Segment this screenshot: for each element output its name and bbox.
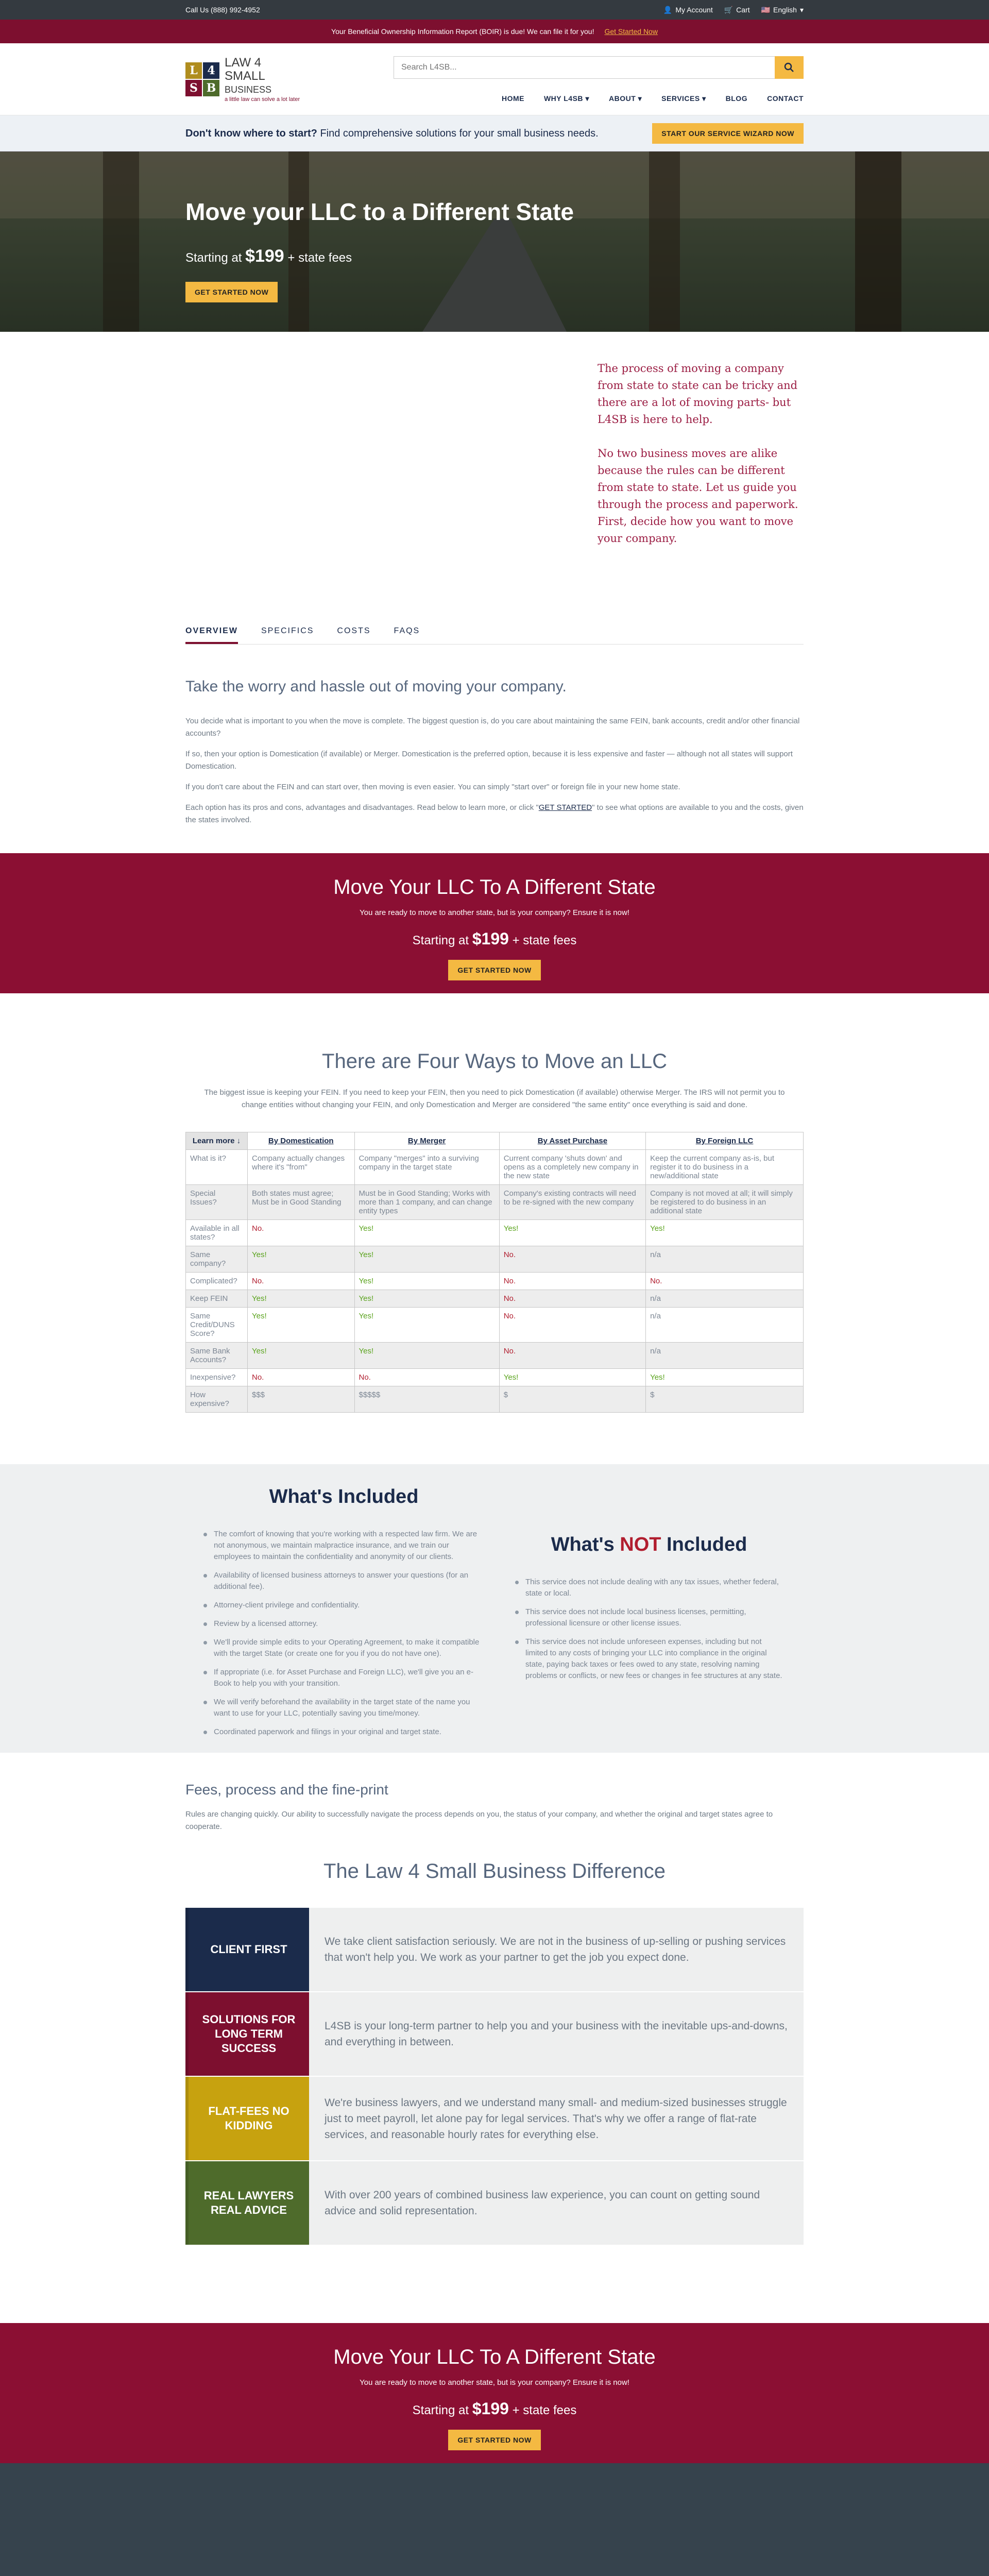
- four-ways-section: [185, 1050, 804, 1413]
- logo-4: 4: [203, 62, 219, 79]
- table-cell: n/a: [646, 1308, 804, 1343]
- four-ways-title: There are Four Ways to Move an LLC: [322, 1050, 667, 1073]
- logo-tagline: a little law can solve a lot later: [225, 96, 300, 103]
- table-row: [186, 1343, 804, 1369]
- logo-line1: LAW 4: [225, 56, 262, 70]
- row-label: Special Issues?: [186, 1185, 248, 1220]
- nav-services-label: SERVICES: [661, 94, 700, 103]
- table-cell: Both states must agree; Must be in Good Standing: [248, 1185, 355, 1220]
- overview-p4: [185, 802, 804, 826]
- cta2-get-started-button[interactable]: GET STARTED NOW: [448, 2430, 540, 2450]
- table-cell: No.: [499, 1246, 645, 1273]
- wizard-text: [185, 128, 599, 140]
- list-item: This service does not include dealing with any tax issues, whether federal, state or local.: [515, 1577, 783, 1599]
- table-cell: n/a: [646, 1246, 804, 1273]
- cta2-starting: Starting at: [412, 2403, 469, 2417]
- main-nav: [502, 94, 804, 103]
- table-cell: Current company 'shuts down' and opens as a completely new company in the new state: [499, 1150, 645, 1185]
- difference-title: The Law 4 Small Business Difference: [323, 1860, 666, 1883]
- list-item: Review by a licensed attorney.: [203, 1618, 484, 1630]
- table-cell: No.: [499, 1290, 645, 1308]
- cta-subtitle: You are ready to move to another state, but is your company? Ensure it is now!: [360, 908, 629, 917]
- not-included-title: [515, 1534, 783, 1556]
- table-cell: Yes!: [354, 1343, 499, 1369]
- list-item: Availability of licensed business attorneys to answer your questions (for an additional fee).: [203, 1570, 484, 1592]
- cta-price: [0, 929, 989, 948]
- overview-title: Take the worry and hassle out of moving your company.: [185, 678, 567, 695]
- spacer-band: [0, 2463, 989, 2576]
- table-cell: Company "merges" into a surviving company in the target state: [354, 1150, 499, 1185]
- col-domestication[interactable]: By Domestication: [248, 1132, 355, 1150]
- intro-section: [185, 332, 804, 615]
- wizard-button[interactable]: START OUR SERVICE WIZARD NOW: [652, 123, 804, 144]
- nav-home[interactable]: HOME: [501, 94, 524, 103]
- table-cell: No.: [354, 1369, 499, 1386]
- cta2-price: [0, 2399, 989, 2418]
- cta2-price-value: $199: [472, 2399, 509, 2418]
- overview-get-started-link[interactable]: GET STARTED: [538, 803, 592, 812]
- table-cell: Yes!: [248, 1343, 355, 1369]
- notice-link[interactable]: Get Started Now: [604, 27, 658, 36]
- row-label: Available in all states?: [186, 1220, 248, 1246]
- table-cell: Yes!: [354, 1246, 499, 1273]
- logo-l: L: [185, 62, 202, 79]
- table-row: [186, 1290, 804, 1308]
- chevron-down-icon: ▾: [585, 94, 589, 103]
- learn-more-header[interactable]: Learn more ↓: [186, 1132, 248, 1150]
- search-button[interactable]: [775, 56, 804, 79]
- intro-p2: No two business moves are alike because the rules can be different from state to state. Let us guide you through the process and paperwork. First, decide how you want to move your company.: [598, 447, 798, 545]
- wizard-desc: Find comprehensive solutions for your small business needs.: [317, 127, 599, 139]
- table-row: [186, 1273, 804, 1290]
- fees-title: Fees, process and the fine-print: [185, 1782, 388, 1798]
- row-label: Same Bank Accounts?: [186, 1343, 248, 1369]
- cta-title: Move Your LLC To A Different State: [333, 876, 656, 899]
- logo-mark: [185, 62, 219, 96]
- hero-get-started-button[interactable]: GET STARTED NOW: [185, 282, 278, 302]
- nav-why-l4sb[interactable]: [544, 94, 589, 103]
- cta-price-value: $199: [472, 929, 509, 948]
- col-foreign-llc[interactable]: By Foreign LLC: [646, 1132, 804, 1150]
- fees-text: Rules are changing quickly. Our ability to successfully navigate the process depends on you, the status of your company, and whether the original and target states agree to cooperate.: [185, 1810, 773, 1831]
- table-cell: Company is not moved at all; it will simply be registered to do business in an additional state: [646, 1185, 804, 1220]
- tab-faqs[interactable]: FAQS: [394, 626, 420, 635]
- four-ways-desc: The biggest issue is keeping your FEIN. If you need to keep your FEIN, then you need to pick Domestication (if available) otherwise Merger. The IRS will not permit you to change entities without changing your FEIN, and only Domestication and Merger are considered "the same entity" once everything is said and done.: [204, 1088, 785, 1109]
- list-item: The comfort of knowing that you're working with a respected law firm. We are not anonymous, we maintain malpractice insurance, and we train our employees to maintain the confidentiality and anonymity of our clients.: [203, 1529, 484, 1563]
- site-header: [0, 43, 989, 115]
- notice-text: Your Beneficial Ownership Information Report (BOIR) is due! We can file it for you!: [331, 27, 594, 36]
- table-cell: Yes!: [354, 1290, 499, 1308]
- intro-quote: [598, 360, 804, 564]
- logo-text: [225, 56, 300, 103]
- cta-get-started-button[interactable]: GET STARTED NOW: [448, 960, 540, 980]
- cta-fees: + state fees: [512, 934, 577, 947]
- row-label: Inexpensive?: [186, 1369, 248, 1386]
- comparison-table: [185, 1132, 804, 1413]
- cta-banner: [0, 853, 989, 993]
- table-cell: Yes!: [646, 1220, 804, 1246]
- table-row: [186, 1150, 804, 1185]
- difference-row: [185, 2161, 804, 2245]
- table-cell: No.: [248, 1220, 355, 1246]
- logo-line2: SMALL: [225, 69, 265, 83]
- not-included-title-a: What's: [551, 1534, 620, 1555]
- table-cell: Yes!: [499, 1220, 645, 1246]
- service-wizard-bar: [0, 115, 989, 151]
- difference-text: With over 200 years of combined business law experience, you can count on getting sound advice and solid representation.: [309, 2161, 804, 2245]
- logo-line3: BUSINESS: [225, 84, 272, 95]
- table-cell: Yes!: [248, 1308, 355, 1343]
- table-cell: Company actually changes where it's "from": [248, 1150, 355, 1185]
- table-cell: n/a: [646, 1290, 804, 1308]
- row-label: What is it?: [186, 1150, 248, 1185]
- list-item: We'll provide simple edits to your Operating Agreement, to make it compatible with the target State (or create one for you if you do not have one).: [203, 1637, 484, 1659]
- fees-section: [185, 1753, 804, 1833]
- cta2-subtitle: You are ready to move to another state, but is your company? Ensure it is now!: [360, 2378, 629, 2387]
- hero-price: [185, 246, 804, 266]
- flag-us-icon: 🇺🇸: [761, 5, 771, 14]
- table-cell: No.: [248, 1369, 355, 1386]
- table-cell: No.: [248, 1273, 355, 1290]
- tab-costs[interactable]: COSTS: [337, 626, 371, 635]
- list-item: This service does not include local business licenses, permitting, professional licensure or other license issues.: [515, 1606, 783, 1629]
- nav-contact[interactable]: CONTACT: [767, 94, 804, 103]
- difference-text: We're business lawyers, and we understand many small- and medium-sized businesses struggle just to meet payroll, let alone pay for legal services. That's why we offer a range of flat-rate services, and reasonable hourly rates for everything else.: [309, 2077, 804, 2160]
- nav-why-label: WHY L4SB: [543, 94, 584, 103]
- difference-row: [185, 1908, 804, 1991]
- overview-p2: If so, then your option is Domestication (if available) or Merger. Domestication is the preferred option, because it is less expensive and faster — although not all states will support Domestication.: [185, 750, 793, 771]
- row-label: Keep FEIN: [186, 1290, 248, 1308]
- hero-price-value: $199: [245, 246, 284, 266]
- cta2-title: Move Your LLC To A Different State: [333, 2346, 656, 2368]
- hero-fees: + state fees: [287, 251, 352, 265]
- table-cell: Yes!: [354, 1308, 499, 1343]
- table-cell: Must be in Good Standing; Works with more than 1 company, and can change entity types: [354, 1185, 499, 1220]
- list-item: If appropriate (i.e. for Asset Purchase and Foreign LLC), we'll give you an e-Book to help you with your transition.: [203, 1667, 484, 1689]
- list-item: This service does not include unforeseen expenses, including but not limited to any costs of bringing your LLC into compliance in the original state, paying back taxes or fees owed to any state, resolving naming problems or conflicts, or new fees or changes in fee structures at any state.: [515, 1636, 783, 1682]
- row-label: Same Credit/DUNS Score?: [186, 1308, 248, 1343]
- list-item: Attorney-client privilege and confidentiality.: [203, 1600, 484, 1611]
- language-selector[interactable]: 🇺🇸 English ▾: [761, 5, 804, 14]
- row-label: How expensive?: [186, 1386, 248, 1413]
- not-included-title-c: Included: [661, 1534, 747, 1555]
- cta-banner-bottom: [0, 2323, 989, 2463]
- user-icon: 👤: [663, 5, 673, 14]
- content-tabs: [185, 626, 804, 645]
- table-row: [186, 1185, 804, 1220]
- cart-link[interactable]: 🛒 Cart: [724, 5, 750, 14]
- table-cell: Company's existing contracts will need to be re-signed with the new company: [499, 1185, 645, 1220]
- hero-starting: Starting at: [185, 251, 242, 265]
- search-input[interactable]: [394, 56, 775, 79]
- not-included-list: [515, 1577, 783, 1682]
- table-cell: No.: [499, 1343, 645, 1369]
- table-cell: $$$: [248, 1386, 355, 1413]
- nav-about[interactable]: [609, 94, 642, 103]
- difference-text: We take client satisfaction seriously. We are not in the business of up-selling or pushing services that won't help you. We work as your partner to get the job you expect done.: [309, 1908, 804, 1991]
- difference-label: CLIENT FIRST: [185, 1908, 309, 1991]
- chevron-down-icon: ▾: [702, 94, 706, 103]
- top-bar: [0, 0, 989, 20]
- list-item: Coordinated paperwork and filings in your original and target state.: [203, 1726, 484, 1738]
- difference-text: L4SB is your long-term partner to help you and your business with the inevitable ups-and-downs, and everything in between.: [309, 1992, 804, 2076]
- cart-icon: 🛒: [724, 5, 734, 14]
- table-cell: Yes!: [354, 1220, 499, 1246]
- search-bar: [394, 56, 804, 79]
- overview-section: [185, 678, 804, 853]
- my-account-link[interactable]: 👤 My Account: [663, 5, 713, 14]
- table-cell: No.: [499, 1273, 645, 1290]
- wizard-bold: Don't know where to start?: [185, 127, 317, 139]
- boir-notice: [0, 20, 989, 43]
- cta2-fees: + state fees: [512, 2403, 577, 2417]
- table-cell: Yes!: [354, 1273, 499, 1290]
- table-cell: Keep the current company as-is, but register it to do business in a new/additional state: [646, 1150, 804, 1185]
- cta-starting: Starting at: [412, 934, 469, 947]
- list-item: We will verify beforehand the availability in the target state of the name you want to use for your LLC, potentially saving you time/money.: [203, 1697, 484, 1719]
- search-icon: [784, 62, 794, 73]
- col-asset-purchase[interactable]: By Asset Purchase: [499, 1132, 645, 1150]
- included-section: [0, 1464, 989, 1753]
- logo-s: S: [185, 80, 202, 96]
- tab-specifics[interactable]: SPECIFICS: [261, 626, 314, 635]
- logo[interactable]: [185, 56, 300, 103]
- not-included-title-b: NOT: [620, 1534, 661, 1555]
- difference-label: REAL LAWYERS REAL ADVICE: [185, 2161, 309, 2245]
- table-row: [186, 1220, 804, 1246]
- difference-label: FLAT-FEES NO KIDDING: [185, 2077, 309, 2160]
- table-row: [186, 1369, 804, 1386]
- difference-section: [185, 1860, 804, 2245]
- difference-label: SOLUTIONS FOR LONG TERM SUCCESS: [185, 1992, 309, 2076]
- table-cell: Yes!: [248, 1246, 355, 1273]
- table-row: [186, 1386, 804, 1413]
- hero-title: Move your LLC to a Different State: [185, 198, 574, 225]
- tab-overview[interactable]: OVERVIEW: [185, 626, 238, 644]
- overview-p4a: Each option has its pros and cons, advantages and disadvantages. Read below to learn more, or click ": [185, 803, 539, 812]
- nav-about-label: ABOUT: [608, 94, 636, 103]
- table-cell: $: [499, 1386, 645, 1413]
- table-cell: $$$$$: [354, 1386, 499, 1413]
- table-cell: Yes!: [646, 1369, 804, 1386]
- nav-blog[interactable]: BLOG: [725, 94, 748, 103]
- overview-p3: If you don't care about the FEIN and can start over, then moving is even easier. You can simply "start over" or foreign file in your new home state.: [185, 783, 680, 791]
- row-label: Complicated?: [186, 1273, 248, 1290]
- row-label: Same company?: [186, 1246, 248, 1273]
- overview-p4b: " to see what options are available to you and the costs, given the states involved.: [185, 803, 804, 824]
- table-cell: No.: [646, 1273, 804, 1290]
- included-list: [203, 1529, 484, 1738]
- tabs-wrap: [185, 615, 804, 678]
- difference-row: [185, 2077, 804, 2160]
- table-row: [186, 1308, 804, 1343]
- included-title: What's Included: [269, 1486, 419, 1507]
- overview-p1: You decide what is important to you when the move is complete. The biggest question is, do you care about maintaining the same FEIN, bank accounts, credit and/or other financial accounts?: [185, 717, 800, 738]
- table-cell: $: [646, 1386, 804, 1413]
- nav-services[interactable]: [661, 94, 706, 103]
- chevron-down-icon: ▾: [799, 5, 804, 14]
- chevron-down-icon: ▾: [638, 94, 642, 103]
- table-cell: n/a: [646, 1343, 804, 1369]
- difference-row: [185, 1992, 804, 2076]
- logo-b: B: [203, 80, 219, 96]
- intro-p1: The process of moving a company from state to state can be tricky and there are a lot of moving parts- but L4SB is here to help.: [598, 362, 798, 426]
- table-cell: No.: [499, 1308, 645, 1343]
- phone-link[interactable]: Call Us (888) 992-4952: [185, 6, 260, 14]
- table-cell: Yes!: [499, 1369, 645, 1386]
- table-cell: Yes!: [248, 1290, 355, 1308]
- hero-banner: [0, 151, 989, 332]
- table-row: [186, 1246, 804, 1273]
- col-merger[interactable]: By Merger: [354, 1132, 499, 1150]
